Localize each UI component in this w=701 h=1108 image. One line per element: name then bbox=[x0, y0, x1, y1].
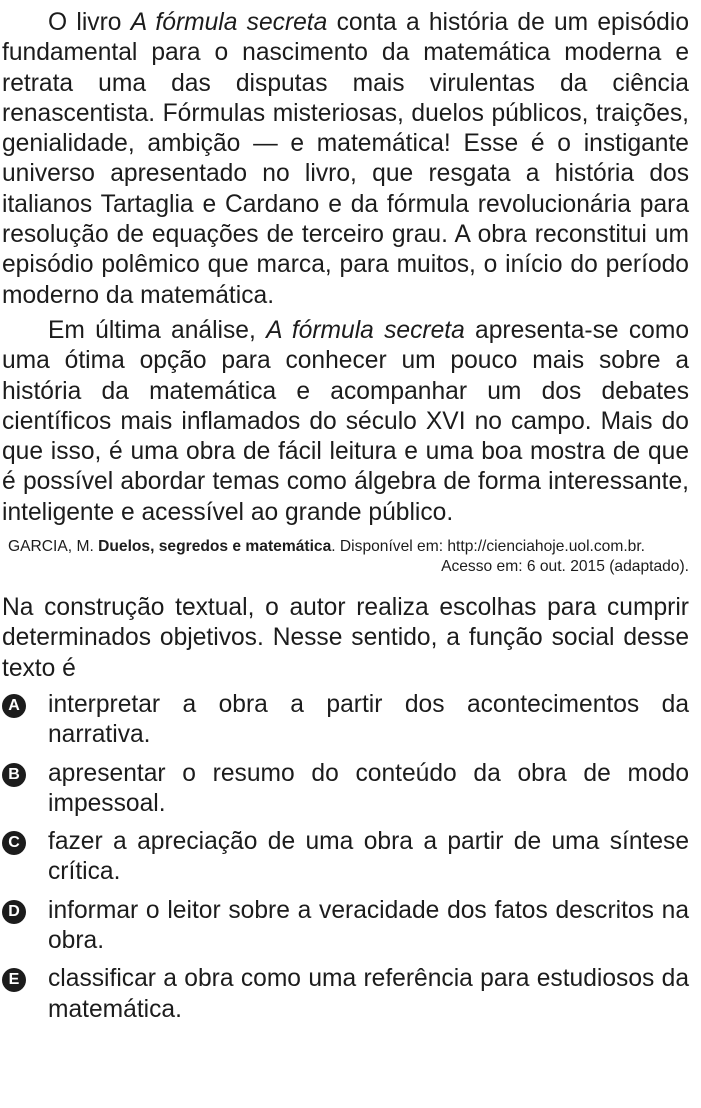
question-stem: Na construção textual, o autor realiza escolhas para cumprir determinados objetivos. Nesse sentido, a função social desse texto é bbox=[2, 594, 689, 682]
citation-author: GARCIA, M. bbox=[8, 538, 99, 556]
option-letter-badge: D bbox=[2, 900, 26, 924]
option-letter-badge: E bbox=[2, 968, 26, 992]
option-text: classificar a obra como uma referência para estudiosos da matemática. bbox=[48, 965, 689, 1023]
text-paragraph-2 bbox=[2, 316, 689, 528]
option-a[interactable] bbox=[2, 690, 689, 751]
option-text: apresentar o resumo do conteúdo da obra de modo impessoal. bbox=[48, 759, 689, 817]
option-letter-badge: A bbox=[2, 694, 26, 718]
book-title-italic: A fórmula secreta bbox=[130, 9, 328, 36]
paragraph-2-start: Em última análise, bbox=[48, 316, 267, 344]
option-letter-badge: B bbox=[2, 763, 26, 787]
paragraph-1-rest: conta a história de um episódio fundamental para o nascimento da matemática moderna e retrata uma das disputas mais virulentas da ciência renascentista. Fórmulas misteriosas, duelos públicos, traições, genialidade, ambição — e matemática! Esse é o instigante universo apresentado no livro, que resgata a história dos italianos Tartaglia e Cardano e da fórmula revolucionária para resolução de equações de terceiro grau. A obra reconstitui um episódio polêmico que marca, para muitos, o início do período moderno da matemática. bbox=[2, 9, 689, 309]
citation-title: Duelos, segredos e matemática bbox=[98, 538, 332, 556]
citation-availability: . Disponível em: http://cienciahoje.uol.com.br. bbox=[331, 538, 646, 556]
option-b[interactable] bbox=[2, 759, 689, 820]
option-text: interpretar a obra a partir dos acontecimentos da narrativa. bbox=[48, 690, 689, 749]
source-citation bbox=[2, 537, 689, 577]
citation-line-2: Acesso em: 6 out. 2015 (adaptado). bbox=[441, 558, 689, 576]
paragraph-2-rest: apresenta-se como uma ótima opção para conhecer um pouco mais sobre a história da matemática e acompanhar um dos debates científicos mais inflamados do século XVI no campo. Mais do que isso, é uma obra de fácil leitura e uma boa mostra de que é possível abordar temas como álgebra de forma interessante, inteligente e acessível ao grande público. bbox=[2, 316, 689, 526]
question-page bbox=[2, 8, 689, 1033]
option-c[interactable] bbox=[2, 827, 689, 888]
citation-line-1 bbox=[8, 537, 689, 557]
option-text: informar o leitor sobre a veracidade dos fatos descritos na obra. bbox=[48, 896, 689, 955]
text-paragraph-1 bbox=[2, 8, 689, 311]
paragraph-1-start: O livro bbox=[48, 9, 131, 36]
book-title-italic: A fórmula secreta bbox=[266, 316, 465, 344]
option-d[interactable] bbox=[2, 896, 689, 957]
answer-options bbox=[2, 690, 689, 1025]
option-text: fazer a apreciação de uma obra a partir de uma síntese crítica. bbox=[48, 828, 689, 886]
option-letter-badge: C bbox=[2, 831, 26, 855]
option-e[interactable] bbox=[2, 964, 689, 1025]
